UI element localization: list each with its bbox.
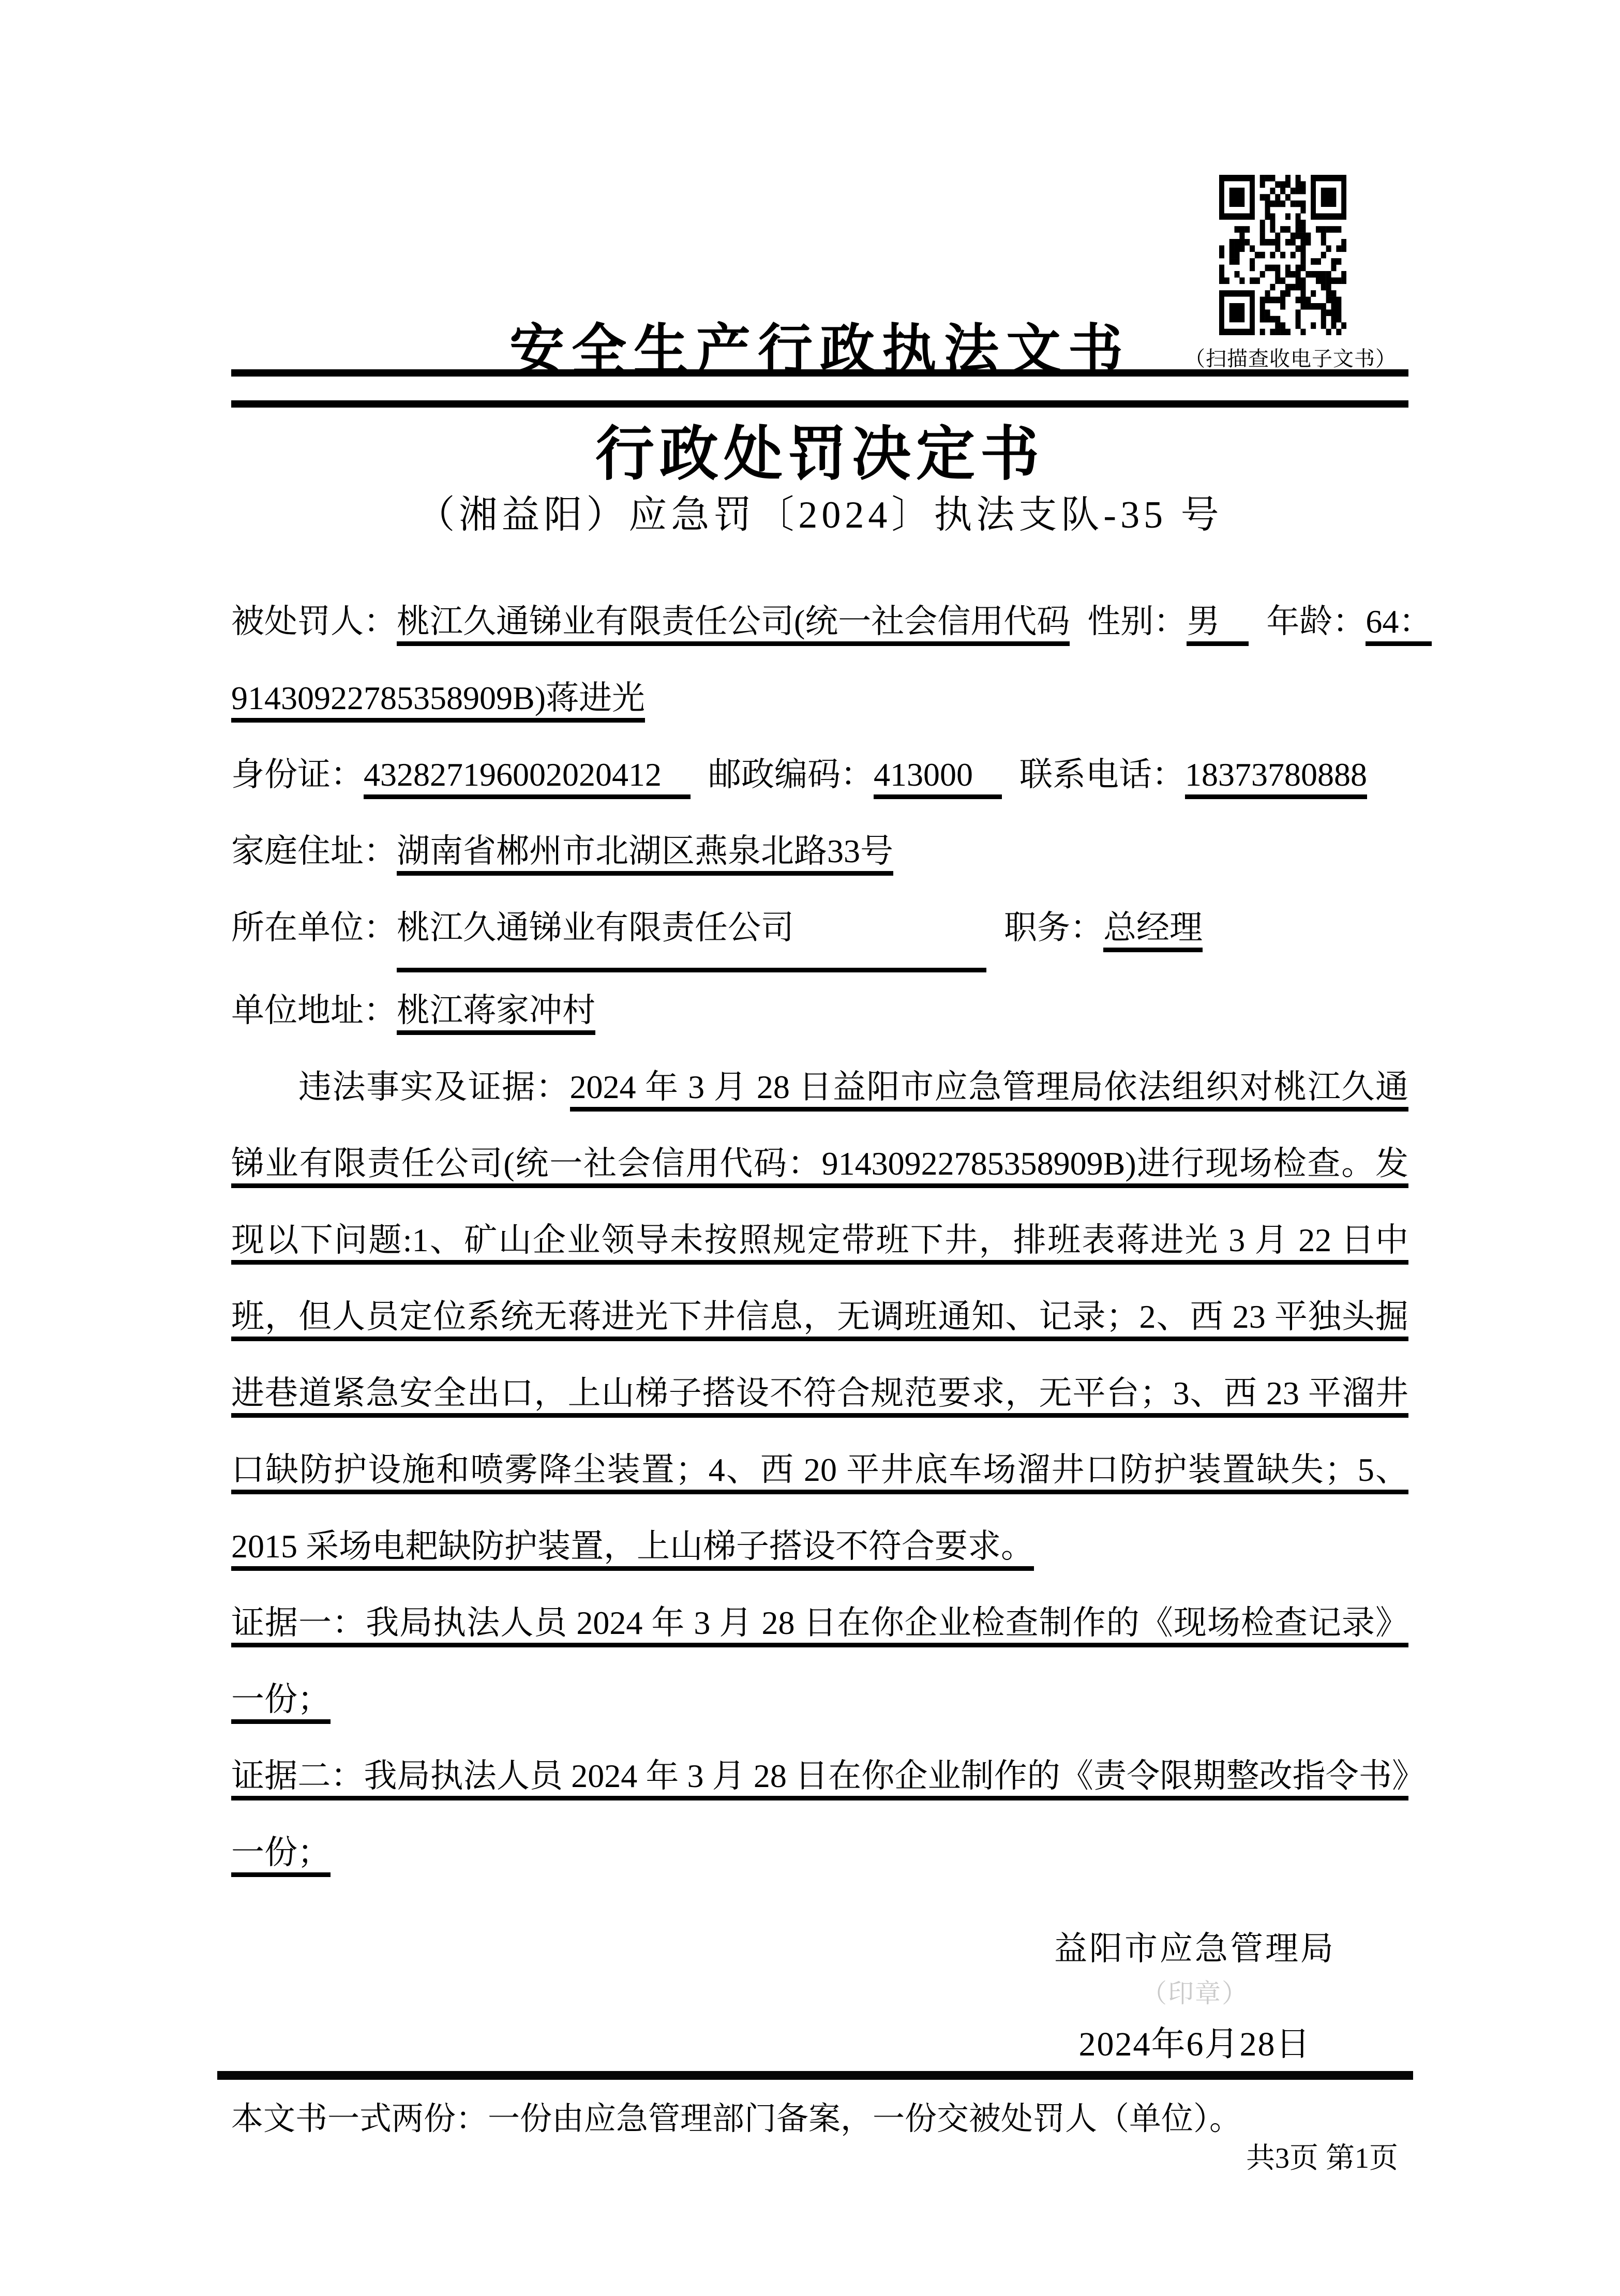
pagination: 共3页 第1页 bbox=[1246, 2142, 1398, 2174]
evidence-1 bbox=[231, 1585, 1408, 1738]
field-home-address bbox=[231, 813, 1408, 890]
duty-label: 职务： bbox=[1004, 909, 1103, 946]
phone-value: 18373780888 bbox=[1185, 756, 1367, 799]
evidence-1-text: 证据一：我局执法人员 2024 年 3 月 28 日在你企业检查制作的《现场检查记录》一份； bbox=[231, 1604, 1408, 1724]
header-double-rule bbox=[231, 369, 1408, 408]
facts-value: 2024 年 3 月 28 日益阳市应急管理局依法组织对桃江久通锑业有限责任公司(统一社会信用代码：91430922785358909B)进行现场检查。发现以下问题:1、矿山企业领导未按照规定带班下井，排班表蒋进光 3 月 22 日中班，但人员定位系统无蒋进光下井信息，无调班通知、记录；2、西 23 平独头掘进巷道紧急安全出口，上山梯子搭设不符合规范要求，无平台；3、西 23 平溜井口缺防护设施和喷雾降尘装置；4、西 20 平井底车场溜井口防护装置缺失；5、2015 采场电耙缺防护装置，上山梯子搭设不符合要求。 bbox=[231, 1069, 1408, 1571]
gender-label: 性别： bbox=[1087, 603, 1187, 640]
category-title: 安全生产行政执法文书 bbox=[509, 320, 1130, 381]
field-id-post-phone bbox=[231, 737, 1408, 813]
qr-caption: （扫描查收电子文书） bbox=[1184, 347, 1397, 370]
evidence-2-text: 证据二：我局执法人员 2024 年 3 月 28 日在你企业制作的《责令限期整改指令书》一份； bbox=[231, 1758, 1408, 1877]
home-value: 湖南省郴州市北湖区燕泉北路33号 bbox=[397, 833, 893, 876]
postcode-value: 413000 bbox=[874, 756, 1002, 799]
unit-label: 所在单位： bbox=[231, 909, 397, 946]
age-value: 64： bbox=[1366, 603, 1432, 646]
punished-value: 桃江久通锑业有限责任公司(统一社会信用代码 bbox=[397, 603, 1070, 646]
footer-note: 本文书一式两份：一份由应急管理部门备案，一份交被处罚人（单位）。 bbox=[231, 2102, 1242, 2137]
evidence-2 bbox=[231, 1738, 1408, 1891]
home-label: 家庭住址： bbox=[231, 833, 397, 869]
facts-paragraph bbox=[231, 1049, 1408, 1585]
facts-label: 违法事实及证据： bbox=[298, 1069, 570, 1105]
seal-placeholder: （印章） bbox=[1141, 1979, 1249, 2008]
punished-value-continued: 91430922785358909B)蒋进光 bbox=[231, 680, 645, 723]
punished-label: 被处罚人： bbox=[231, 603, 397, 640]
field-punished-person-cont bbox=[231, 660, 1408, 737]
document-title: 行政处罚决定书 bbox=[595, 422, 1044, 487]
age-label: 年龄： bbox=[1266, 603, 1366, 640]
unit-value: 桃江久通锑业有限责任公司 bbox=[397, 890, 986, 972]
document-number: （湘益阳）应急罚〔2024〕执法支队-35 号 bbox=[416, 494, 1223, 536]
id-value: 432827196002020412 bbox=[364, 756, 691, 799]
document-body bbox=[231, 583, 1432, 1891]
issue-date: 2024年6月28日 bbox=[1078, 2025, 1311, 2063]
field-punished-person bbox=[231, 583, 1432, 660]
postcode-label: 邮政编码： bbox=[708, 756, 874, 793]
footer-rule bbox=[217, 2071, 1413, 2080]
unit-addr-value: 桃江蒋家冲村 bbox=[397, 992, 595, 1035]
unit-addr-label: 单位地址： bbox=[231, 992, 397, 1029]
field-unit-address bbox=[231, 972, 1408, 1049]
gender-value: 男 bbox=[1187, 603, 1249, 646]
duty-value: 总经理 bbox=[1103, 909, 1203, 952]
id-label: 身份证： bbox=[231, 756, 364, 793]
signature-block bbox=[1003, 1922, 1386, 2065]
field-employer bbox=[231, 890, 1408, 972]
phone-label: 联系电话： bbox=[1019, 756, 1185, 793]
issuing-agency: 益阳市应急管理局 bbox=[1054, 1930, 1336, 1967]
